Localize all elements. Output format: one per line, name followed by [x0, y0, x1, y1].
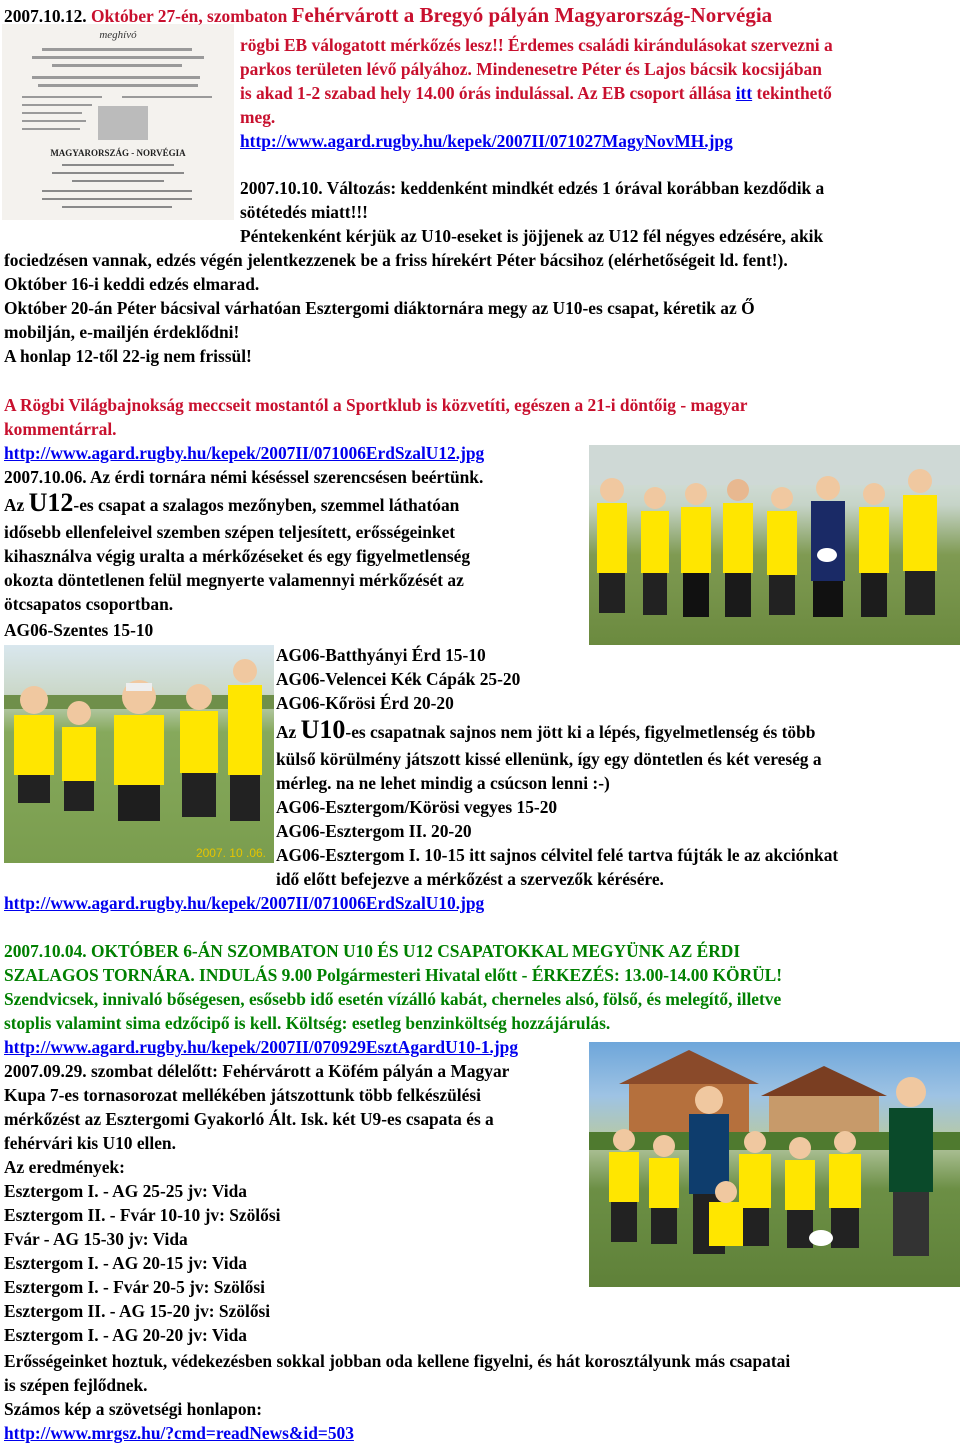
photo-date-stamp: 2007. 10 .06.: [195, 846, 266, 860]
news-date: 2007.10.12.: [4, 6, 87, 26]
tournament-announcement: Szendvicsek, innivaló bőségesen, esősebb idő esetén vízálló kabát, cherneles alsó, fölső, és melegítő, illetve: [4, 989, 782, 1009]
training-change-line: Október 20-án Péter bácsival várhatóan Esztergomi diáktornára megy az U10-es csapat, kéretik az Ő: [4, 298, 755, 318]
esztergom-report-text: Kupa 7-es tornasorozat mellékében játszottunk több felkészülési: [4, 1085, 481, 1105]
summary-text: is szépen fejlődnek.: [4, 1375, 148, 1395]
training-change-line: Péntekenként kérjük az U10-eseket is jöjjenek az U12 fél négyes edzésére, akik: [240, 226, 824, 246]
u12-report-text: ötcsapatos csoportban.: [4, 594, 174, 614]
u12-report-text: kihasználva végig uralta a mérkőzéseket és egy figyelmetlenség: [4, 546, 471, 566]
poster-title: MAGYARORSZÁG - NORVÉGIA: [50, 148, 186, 158]
match-result: AG06-Kőrösi Érd 20-20: [276, 693, 454, 713]
match-result: Fvár - AG 15-30 jv: Vida: [4, 1229, 188, 1249]
esztergom-match-photo: [589, 1042, 960, 1287]
photo-link[interactable]: http://www.agard.rugby.hu/kepek/2007II/070929EsztAgardU10-1.jpg: [4, 1037, 519, 1057]
erd-dateline: 2007.10.06. Az érdi tornára némi késéssel szerencsésen beértünk.: [4, 467, 484, 487]
match-result: Esztergom I. - AG 25-25 jv: Vida: [4, 1181, 247, 1201]
summary-text: Számos kép a szövetségi honlapon:: [4, 1399, 262, 1419]
u12-label: U12: [28, 488, 74, 517]
match-result: AG06-Szentes 15-10: [4, 620, 154, 640]
tournament-announcement: SZALAGOS TORNÁRA. INDULÁS 9.00 Polgármesteri Hivatal előtt - ÉRKEZÉS: 13.00-14.00 KÖRÜL!: [4, 965, 783, 985]
photo-link[interactable]: http://www.agard.rugby.hu/kepek/2007II/071006ErdSzalU10.jpg: [4, 893, 485, 913]
event-text-line: parkos területen lévő pályához. Mindenesetre Péter és Lajos bácsik kocsijában: [240, 59, 822, 79]
training-change-line: A honlap 12-től 22-ig nem frissül!: [4, 346, 252, 366]
world-cup-notice: kommentárral.: [4, 419, 117, 439]
tournament-announcement: 2007.10.04. OKTÓBER 6-ÁN SZOMBATON U10 ÉS U12 CSAPATOKKAL MEGYÜNK AZ ÉRDI: [4, 941, 741, 961]
photo-link[interactable]: http://www.agard.rugby.hu/kepek/2007II/071006ErdSzalU12.jpg: [4, 443, 485, 463]
event-text-line: tekinthető: [752, 83, 832, 103]
training-change-line: fociedzésen vannak, edzés végén jelentkezzenek be a friss hírekért Péter bácsihoz (elérhetőségeit ld. fent!).: [4, 250, 788, 270]
match-result: Esztergom II. - Fvár 10-10 jv: Szölősi: [4, 1205, 281, 1225]
headline-lead: Október 27-én, szombaton: [86, 6, 292, 26]
match-result: Esztergom II. - AG 15-20 jv: Szölősi: [4, 1301, 271, 1321]
u10-report-text: külső körülmény játszott kissé ellenünk, így egy döntetlen és két vereség a: [276, 749, 822, 769]
poster-heading: meghívó: [99, 29, 137, 41]
results-heading: Az eredmények:: [4, 1157, 125, 1177]
training-change-line: Október 16-i keddi edzés elmarad.: [4, 274, 260, 294]
match-result: Esztergom I. - Fvár 20-5 jv: Szölősi: [4, 1277, 265, 1297]
event-headline: [4, 3, 772, 28]
training-change-line: sötétedés miatt!!!: [240, 202, 368, 222]
event-text-line: is akad 1-2 szabad hely 14.00 órás indulással. Az EB csoport állása: [240, 83, 736, 103]
match-result: AG06-Velencei Kék Cápák 25-20: [276, 669, 521, 689]
esztergom-report-text: fehérvári kis U10 ellen.: [4, 1133, 176, 1153]
u12-report-text: -es csapat a szalagos mezőnyben, szemmel láthatóan: [73, 495, 460, 515]
match-result: AG06-Esztergom I. 10-15 itt sajnos célvitel felé tartva fújták le az akciónkat: [276, 845, 839, 865]
event-poster-image: [2, 24, 234, 220]
world-cup-notice: A Rögbi Világbajnokság meccseit mostantól a Sportklub is közvetíti, egészen a 21-i döntőig - magyar: [4, 395, 748, 415]
match-result: Esztergom I. - AG 20-20 jv: Vida: [4, 1325, 247, 1345]
event-text-line: rögbi EB válogatott mérkőzés lesz!! Érdemes családi kirándulásokat szervezni a: [240, 35, 833, 55]
headline-main: Fehérvárott a Bregyó pályán Magyarország-Norvégia: [291, 3, 773, 27]
match-result: AG06-Esztergom/Körösi vegyes 15-20: [276, 797, 558, 817]
training-change-line: 2007.10.10. Változás: keddenként mindkét edzés 1 órával korábban kezdődik a: [240, 178, 825, 198]
event-text-line: meg.: [240, 107, 276, 127]
match-result: idő előtt befejezve a mérkőzést a szervezők kérésére.: [276, 869, 664, 889]
u10-report-text: Az: [276, 722, 301, 742]
tournament-announcement: stoplis valamint sima edzőcipő is kell. Költség: esetleg benzinköltség hozzájárulás.: [4, 1013, 611, 1033]
match-result: Esztergom I. - AG 20-15 jv: Vida: [4, 1253, 247, 1273]
u10-report-text: mérleg. na ne lehet mindig a csúcson lenni :-): [276, 773, 610, 793]
summary-text: Erősségeinket hoztuk, védekezésben sokkal jobban oda kellene figyelni, és hát korosztályunk más csapatai: [4, 1351, 791, 1371]
esztergom-report-text: 2007.09.29. szombat délelőtt: Fehérvárott a Köfém pályán a Magyar: [4, 1061, 510, 1081]
esztergom-report-text: mérkőzést az Esztergomi Gyakorló Ált. Isk. két U9-es csapata és a: [4, 1109, 494, 1129]
training-change-line: mobilján, e-mailjén érdeklődni!: [4, 322, 240, 342]
u10-team-photo: [4, 645, 274, 863]
federation-news-link[interactable]: http://www.mrgsz.hu/?cmd=readNews&id=503: [4, 1423, 354, 1443]
u10-report-text: -es csapatnak sajnos nem jött ki a lépés, figyelmetlenség és több: [345, 722, 816, 742]
match-result: AG06-Esztergom II. 20-20: [276, 821, 472, 841]
u12-report-text: Az: [4, 495, 29, 515]
u12-report-text: okozta döntetlenen felül megnyerte valamennyi mérkőzését az: [4, 570, 464, 590]
photo-link[interactable]: http://www.agard.rugby.hu/kepek/2007II/071027MagyNovMH.jpg: [240, 131, 733, 151]
match-result: AG06-Batthyányi Érd 15-10: [276, 645, 486, 665]
u10-label: U10: [300, 715, 346, 744]
u12-team-photo: [589, 445, 960, 645]
u12-report-text: idősebb ellenfeleivel szemben szépen teljesített, erősségeinket: [4, 522, 456, 542]
eb-standings-link[interactable]: itt: [735, 83, 753, 103]
